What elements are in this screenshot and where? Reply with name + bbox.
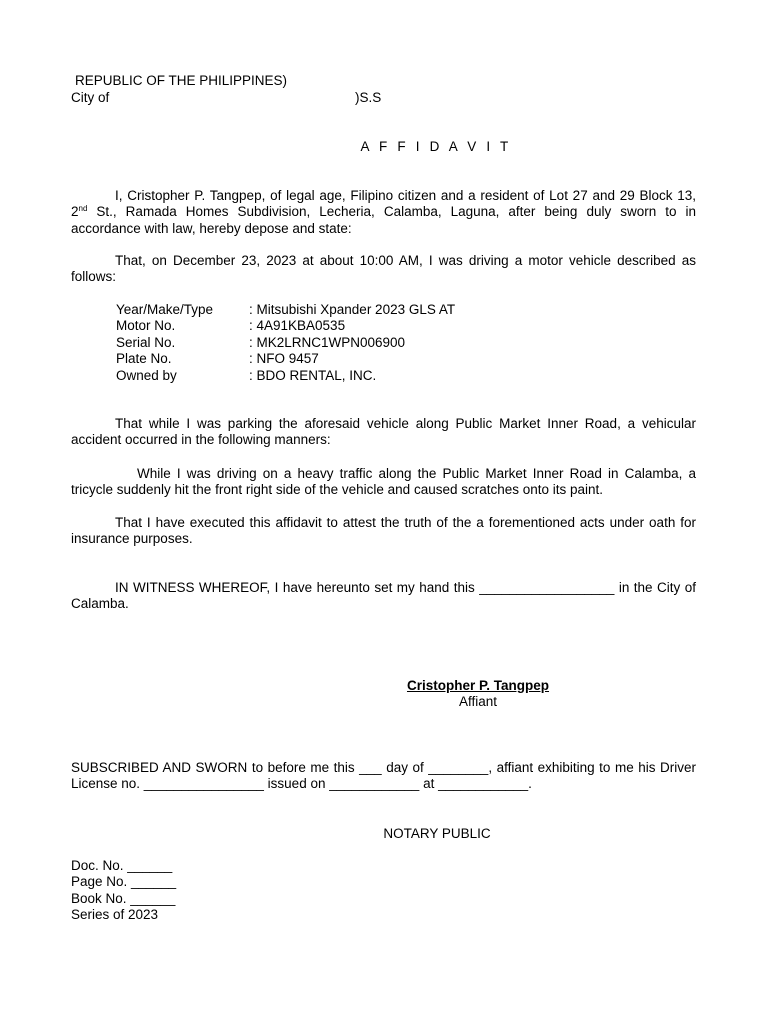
vehicle-row: [71, 368, 696, 384]
vehicle-label: Serial No.: [116, 334, 176, 350]
vehicle-label: Plate No.: [116, 351, 172, 367]
vehicle-value: : MK2LRNC1WPN006900: [249, 334, 406, 350]
vehicle-value: : Mitsubishi Xpander 2023 GLS AT: [249, 302, 456, 317]
vehicle-value: : 4A91KBA0535: [249, 318, 346, 334]
vehicle-row: [71, 318, 696, 334]
purpose-paragraph: That I have executed this affidavit to attest the truth of the a forementioned acts under oath for insurance purposes.: [71, 515, 696, 547]
vehicle-row: [71, 302, 696, 318]
vehicle-row: [71, 335, 696, 351]
vehicle-label: Year/Make/Type: [116, 302, 214, 317]
ss-label: )S.S: [355, 90, 382, 105]
intro-paragraph: [71, 188, 696, 237]
vehicle-row: [71, 351, 696, 367]
witness-paragraph: IN WITNESS WHEREOF, I have hereunto set my hand this __________________ in the City of Calamba.: [71, 580, 696, 612]
book-number-line: Book No. ______: [71, 890, 176, 906]
parking-paragraph: That while I was parking the aforesaid vehicle along Public Market Inner Road, a vehicular accident occurred in the following manners:: [71, 416, 696, 448]
intro-superscript: nd: [78, 204, 88, 214]
notary-details: [71, 858, 696, 924]
vehicle-value: : BDO RENTAL, INC.: [249, 367, 377, 383]
vehicle-label: Motor No.: [116, 318, 176, 334]
notary-title: NOTARY PUBLIC: [383, 826, 491, 841]
accident-paragraph: While I was driving on a heavy traffic along the Public Market Inner Road in Calamba, a tricycle suddenly hit the front right side of the vehicle and caused scratches onto its paint.: [71, 466, 696, 498]
driving-paragraph: That, on December 23, 2023 at about 10:00 AM, I was driving a motor vehicle described as follows:: [71, 253, 696, 285]
republic-line: REPUBLIC OF THE PHILIPPINES): [75, 73, 288, 88]
affiant-name: Cristopher P. Tangpep: [406, 678, 550, 693]
intro-text-1: I, Cristopher P. Tangpep, of legal age, Filipino citizen and a resident of Lot 27 and 29 Block 13, 2: [71, 188, 696, 220]
series-line: Series of 2023: [71, 907, 159, 923]
document-title: A F F I D A V I T: [360, 139, 512, 154]
city-line: [71, 90, 696, 107]
vehicle-details: [71, 302, 696, 384]
vehicle-label: Owned by: [116, 367, 177, 383]
vehicle-value: : NFO 9457: [249, 351, 319, 367]
doc-number-line: Doc. No. ______: [71, 858, 173, 873]
page-number-line: Page No. ______: [71, 874, 177, 890]
affiant-role: Affiant: [458, 694, 498, 710]
intro-text-2: St., Ramada Homes Subdivision, Lecheria, Calamba, Laguna, after being duly sworn to in accordance with law, hereby depose and state:: [71, 204, 696, 236]
signature-block: [400, 678, 556, 711]
city-label: City of: [71, 90, 110, 105]
sworn-paragraph: SUBSCRIBED AND SWORN to before me this ___ day of ________, affiant exhibiting to me his Driver License no. ________________ issued on ____________ at ____________.: [71, 760, 696, 792]
